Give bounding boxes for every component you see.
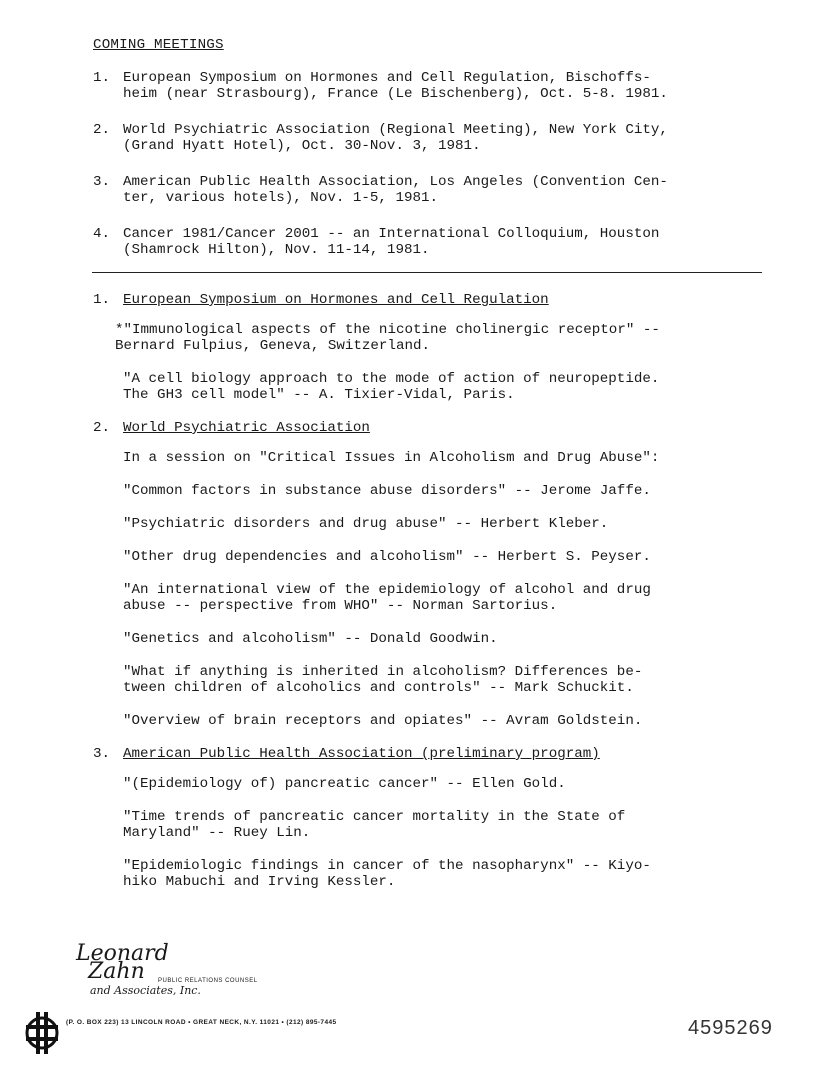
meeting-item xyxy=(93,174,783,206)
meeting-text: World Psychiatric Association (Regional Meeting), New York City, (Grand Hyatt Hotel), Oct. 30-Nov. 3, 1981. xyxy=(123,122,668,154)
section-number: 3. xyxy=(93,746,111,762)
meeting-item xyxy=(93,122,783,154)
talk-entry: "Time trends of pancreatic cancer mortality in the State of Maryland" -- Ruey Lin. xyxy=(123,809,626,841)
talk-entry: "Overview of brain receptors and opiates" -- Avram Goldstein. xyxy=(123,713,643,729)
leonard-zahn-logo xyxy=(70,943,330,1003)
section-heading xyxy=(93,746,783,762)
section-number: 2. xyxy=(93,420,111,436)
meeting-text: European Symposium on Hormones and Cell Regulation, Bischoffs- heim (near Strasbourg), France (Le Bischenberg), Oct. 5-8. 1981. xyxy=(123,70,668,102)
section-title: European Symposium on Hormones and Cell Regulation xyxy=(123,292,549,308)
section-number: 1. xyxy=(93,292,111,308)
divider-rule xyxy=(92,272,762,273)
meeting-text: American Public Health Association, Los Angeles (Convention Cen- ter, various hotels), Nov. 1-5, 1981. xyxy=(123,174,668,206)
seal-icon xyxy=(22,1008,62,1058)
logo-associates: and Associates, Inc. xyxy=(90,984,201,997)
meeting-list xyxy=(93,70,783,278)
meeting-text: Cancer 1981/Cancer 2001 -- an International Colloquium, Houston (Shamrock Hilton), Nov. 11-14, 1981. xyxy=(123,226,660,258)
talk-entry: In a session on "Critical Issues in Alcoholism and Drug Abuse": xyxy=(123,450,660,466)
logo-zahn: Zahn xyxy=(88,959,145,984)
meeting-number: 4. xyxy=(93,226,111,242)
meeting-item xyxy=(93,226,783,258)
logo-tagline: PUBLIC RELATIONS COUNSEL xyxy=(158,978,258,984)
talk-entry: "What if anything is inherited in alcoholism? Differences be- tween children of alcoholics and controls" -- Mark Schuckit. xyxy=(123,664,643,696)
talk-entry: "(Epidemiology of) pancreatic cancer" -- Ellen Gold. xyxy=(123,776,566,792)
program-section xyxy=(93,292,783,403)
talk-entry: "Other drug dependencies and alcoholism" -- Herbert S. Peyser. xyxy=(123,549,651,565)
footer-address: (P. O. BOX 223) 13 LINCOLN ROAD • GREAT NECK, N.Y. 11021 • (212) 895-7445 xyxy=(66,1019,337,1026)
talk-entry: "Psychiatric disorders and drug abuse" -- Herbert Kleber. xyxy=(123,516,609,532)
section-heading xyxy=(93,292,783,308)
program-section xyxy=(93,420,783,729)
section-title: American Public Health Association (preliminary program) xyxy=(123,746,600,762)
section-title: World Psychiatric Association xyxy=(123,420,370,436)
talk-entry: "Epidemiologic findings in cancer of the nasopharynx" -- Kiyo- hiko Mabuchi and Irving Kessler. xyxy=(123,858,651,890)
program-section xyxy=(93,746,783,890)
talk-entry: "Common factors in substance abuse disorders" -- Jerome Jaffe. xyxy=(123,483,651,499)
meeting-number: 3. xyxy=(93,174,111,190)
meeting-item xyxy=(93,70,783,102)
meeting-sections xyxy=(93,292,783,907)
talk-entry: "An international view of the epidemiology of alcohol and drug abuse -- perspective from WHO" -- Norman Sartorius. xyxy=(123,582,651,614)
logo-leonard: Leonard xyxy=(76,941,169,966)
talk-entry: *"Immunological aspects of the nicotine cholinergic receptor" -- Bernard Fulpius, Geneva, Switzerland. xyxy=(115,322,660,354)
meeting-number: 2. xyxy=(93,122,111,138)
document-number: 4595269 xyxy=(688,1017,773,1039)
talk-entry: "A cell biology approach to the mode of action of neuropeptide. The GH3 cell model" -- A. Tixier-Vidal, Paris. xyxy=(123,371,660,403)
talk-entry: "Genetics and alcoholism" -- Donald Goodwin. xyxy=(123,631,498,647)
section-heading xyxy=(93,420,783,436)
meeting-number: 1. xyxy=(93,70,111,86)
coming-meetings-heading: COMING MEETINGS xyxy=(93,37,224,53)
